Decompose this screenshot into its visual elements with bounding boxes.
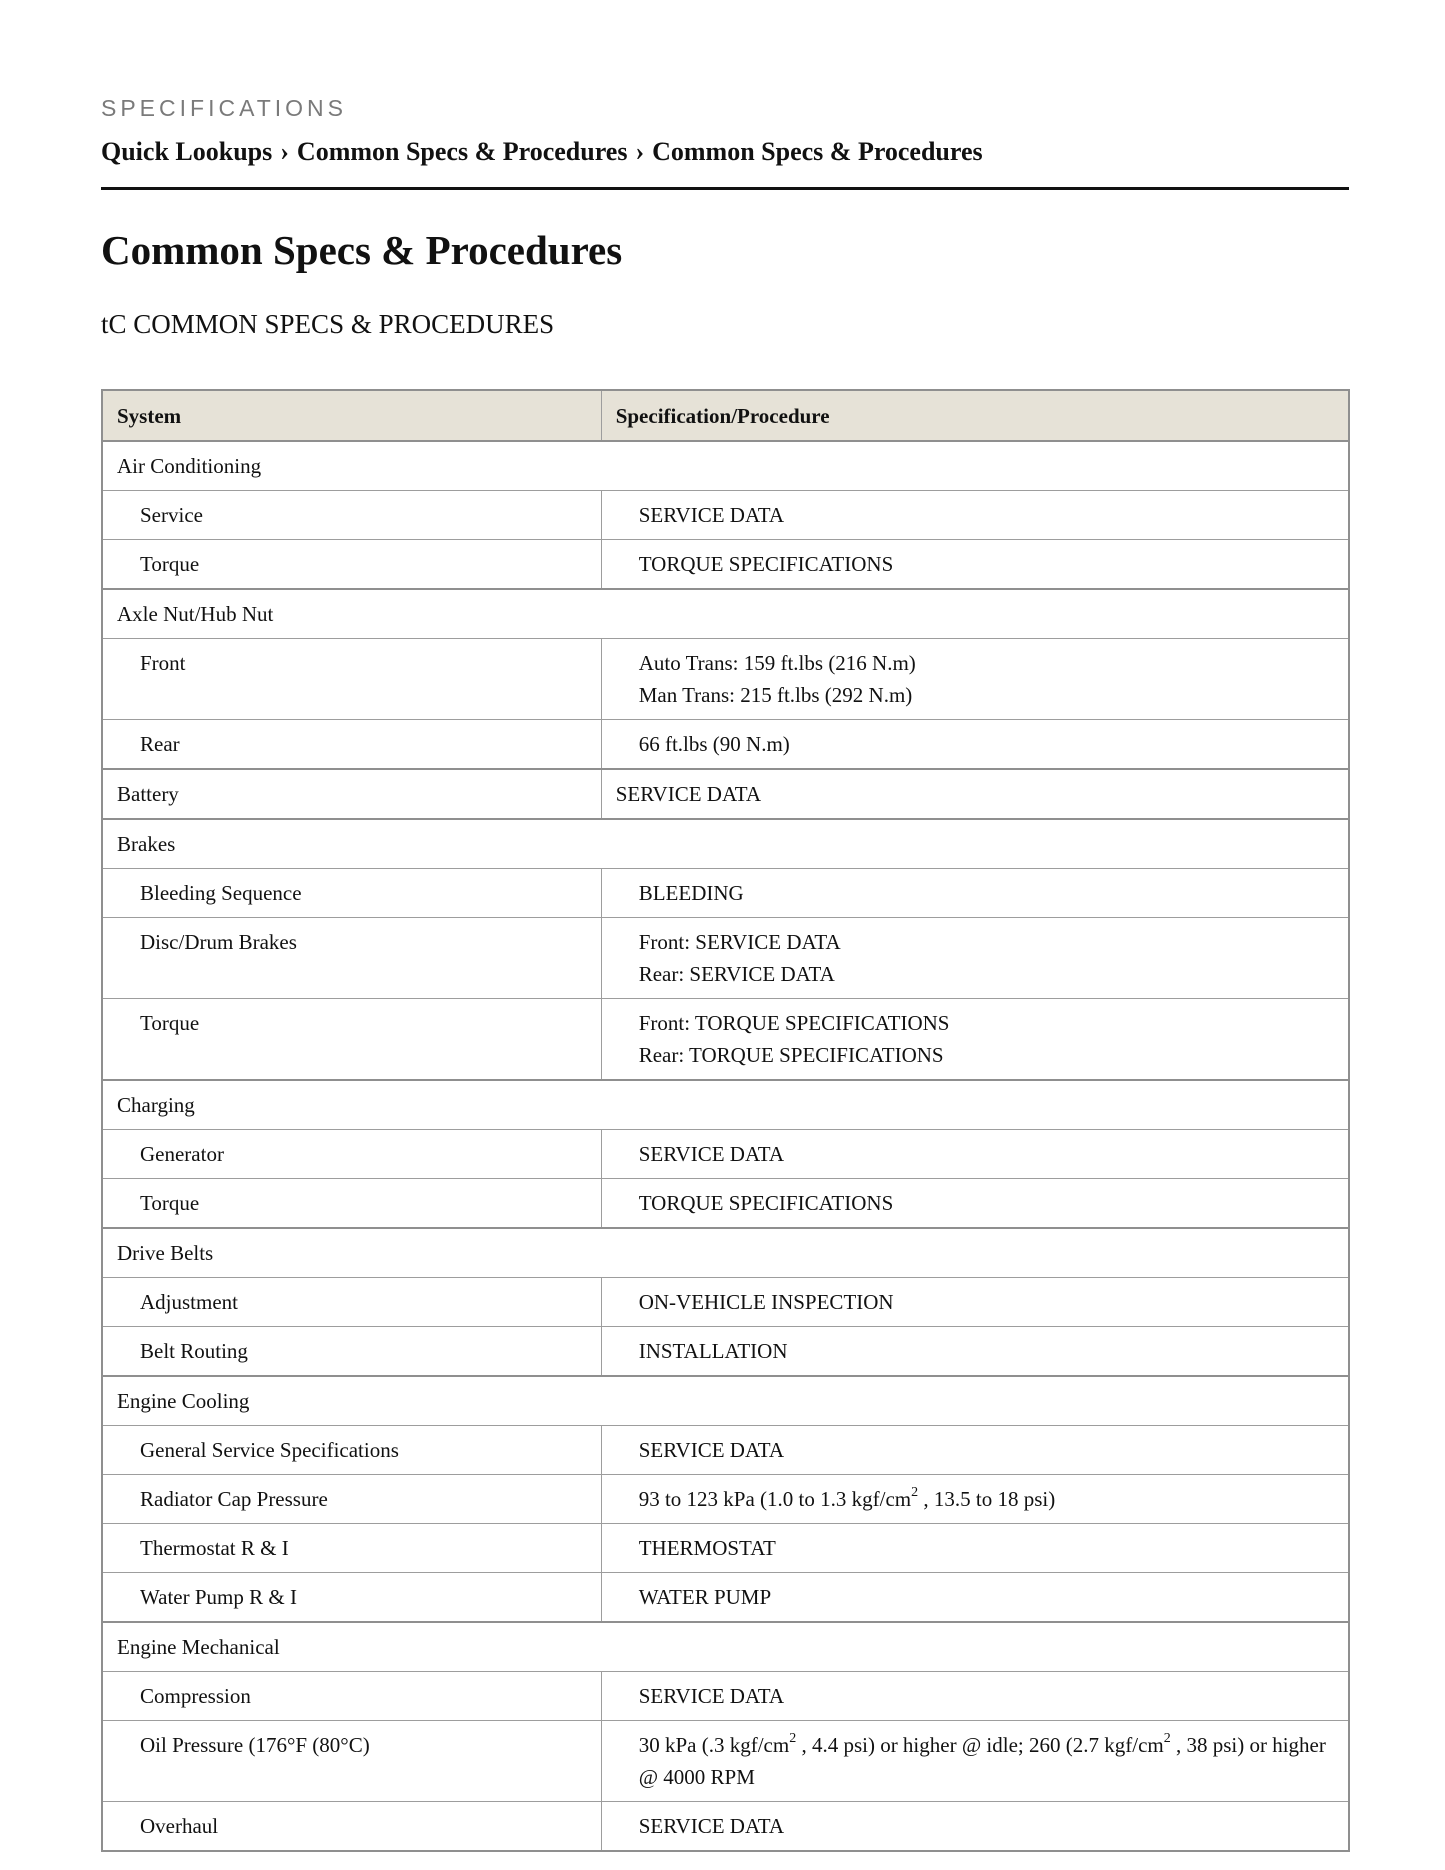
table-row <box>102 1327 1349 1377</box>
table-header-row <box>102 390 1349 441</box>
group-label: Axle Nut/Hub Nut <box>102 589 1349 639</box>
table-row <box>102 1573 1349 1623</box>
system-cell: Oil Pressure (176°F (80°C) <box>102 1721 601 1802</box>
group-label: Engine Cooling <box>102 1376 1349 1426</box>
spec-line: Rear: SERVICE DATA <box>638 962 835 986</box>
table-group-row <box>102 1622 1349 1672</box>
spec-cell <box>601 999 1349 1081</box>
spec-line: 30 kPa (.3 kgf/$cm^2$ , 4.4 psi) or higher @ idle; 260 (2.7 kgf/$cm^2$ , 38 psi) or higher @ 4000 RPM <box>638 1731 1326 1789</box>
spec-line: SERVICE DATA <box>638 1142 785 1166</box>
spec-line: 66 ft.lbs (90 N.m) <box>638 732 790 756</box>
system-cell: Torque <box>102 540 601 590</box>
page-subtitle: tC COMMON SPECS & PROCEDURES <box>101 309 555 339</box>
table-row <box>102 869 1349 918</box>
table-row <box>102 1426 1349 1475</box>
table-body <box>102 441 1349 1851</box>
table-group-row <box>102 1080 1349 1130</box>
spec-line: SERVICE DATA <box>615 782 762 806</box>
system-cell: Adjustment <box>102 1278 601 1327</box>
spec-cell <box>601 1179 1349 1229</box>
spec-cell <box>601 1327 1349 1377</box>
spec-cell <box>601 769 1349 819</box>
table-row <box>102 999 1349 1081</box>
group-label: Charging <box>102 1080 1349 1130</box>
table-group-row <box>102 819 1349 869</box>
table-row <box>102 918 1349 999</box>
spec-cell <box>601 491 1349 540</box>
table-row <box>102 1130 1349 1179</box>
system-cell: Overhaul <box>102 1802 601 1852</box>
spec-line: WATER PUMP <box>638 1585 772 1609</box>
table-row <box>102 1672 1349 1721</box>
spec-line: 93 to 123 kPa (1.0 to 1.3 kgf/$cm^2$ , 13.5 to 18 psi) <box>638 1485 1056 1511</box>
spec-line: SERVICE DATA <box>638 1684 785 1708</box>
column-header-specification: Specification/Procedure <box>601 390 1349 441</box>
superscript: 2 <box>1163 1731 1171 1746</box>
table-row <box>102 769 1349 819</box>
spec-line: Auto Trans: 159 ft.lbs (216 N.m) <box>638 651 916 675</box>
spec-cell <box>601 869 1349 918</box>
spec-line: INSTALLATION <box>638 1339 788 1363</box>
page-title: Common Specs & Procedures <box>101 227 623 273</box>
system-cell: Generator <box>102 1130 601 1179</box>
spec-line: Man Trans: 215 ft.lbs (292 N.m) <box>638 683 913 707</box>
header-divider <box>101 187 1349 190</box>
group-label: Air Conditioning <box>102 441 1349 491</box>
system-cell: Torque <box>102 999 601 1081</box>
breadcrumb-separator: › <box>280 137 289 166</box>
breadcrumb-item-current: Common Specs & Procedures <box>652 137 983 166</box>
spec-cell <box>601 639 1349 720</box>
spec-cell <box>601 918 1349 999</box>
spec-cell <box>601 1475 1349 1524</box>
spec-line: ON-VEHICLE INSPECTION <box>638 1290 894 1314</box>
table-row <box>102 720 1349 770</box>
spec-line: SERVICE DATA <box>638 1814 785 1838</box>
group-label: Brakes <box>102 819 1349 869</box>
column-header-system: System <box>102 390 601 441</box>
table-row <box>102 1278 1349 1327</box>
spec-cell <box>601 1130 1349 1179</box>
group-label: Drive Belts <box>102 1228 1349 1278</box>
table-row <box>102 1524 1349 1573</box>
spec-cell <box>601 1721 1349 1802</box>
table-row <box>102 491 1349 540</box>
spec-line: TORQUE SPECIFICATIONS <box>638 552 894 576</box>
table-row <box>102 1721 1349 1802</box>
superscript: 2 <box>911 1485 919 1500</box>
spec-line: THERMOSTAT <box>638 1536 776 1560</box>
system-cell: General Service Specifications <box>102 1426 601 1475</box>
specs-table <box>101 389 1350 1852</box>
table-group-row <box>102 589 1349 639</box>
system-cell: Water Pump R & I <box>102 1573 601 1623</box>
spec-line: Front: TORQUE SPECIFICATIONS <box>638 1011 950 1035</box>
system-cell: Belt Routing <box>102 1327 601 1377</box>
section-kicker: SPECIFICATIONS <box>101 95 347 121</box>
spec-cell <box>601 1802 1349 1852</box>
spec-cell <box>601 1524 1349 1573</box>
breadcrumb-separator: › <box>635 137 645 166</box>
system-cell: Thermostat R & I <box>102 1524 601 1573</box>
table-row <box>102 639 1349 720</box>
spec-line: Front: SERVICE DATA <box>638 930 841 954</box>
system-cell: Disc/Drum Brakes <box>102 918 601 999</box>
table-row <box>102 540 1349 590</box>
system-cell: Radiator Cap Pressure <box>102 1475 601 1524</box>
spec-line: SERVICE DATA <box>638 503 785 527</box>
system-cell: Front <box>102 639 601 720</box>
table-row <box>102 1179 1349 1229</box>
system-cell: Rear <box>102 720 601 770</box>
spec-cell <box>601 1573 1349 1623</box>
spec-line: Rear: TORQUE SPECIFICATIONS <box>638 1043 944 1067</box>
table-row <box>102 1475 1349 1524</box>
table-row <box>102 1802 1349 1852</box>
system-cell: Battery <box>102 769 601 819</box>
superscript: 2 <box>789 1731 797 1746</box>
spec-cell <box>601 540 1349 590</box>
system-cell: Compression <box>102 1672 601 1721</box>
table-group-row <box>102 1228 1349 1278</box>
table-group-row <box>102 1376 1349 1426</box>
system-cell: Torque <box>102 1179 601 1229</box>
breadcrumb <box>101 137 983 167</box>
breadcrumb-item[interactable]: Common Specs & Procedures <box>296 137 628 166</box>
spec-cell <box>601 720 1349 770</box>
spec-line: BLEEDING <box>638 881 744 905</box>
group-label: Engine Mechanical <box>102 1622 1349 1672</box>
spec-cell <box>601 1426 1349 1475</box>
spec-line: SERVICE DATA <box>638 1438 785 1462</box>
system-cell: Bleeding Sequence <box>102 869 601 918</box>
system-cell: Service <box>102 491 601 540</box>
breadcrumb-item[interactable]: Quick Lookups <box>101 137 273 166</box>
spec-cell <box>601 1672 1349 1721</box>
spec-line: TORQUE SPECIFICATIONS <box>638 1191 894 1215</box>
spec-cell <box>601 1278 1349 1327</box>
table-group-row <box>102 441 1349 491</box>
